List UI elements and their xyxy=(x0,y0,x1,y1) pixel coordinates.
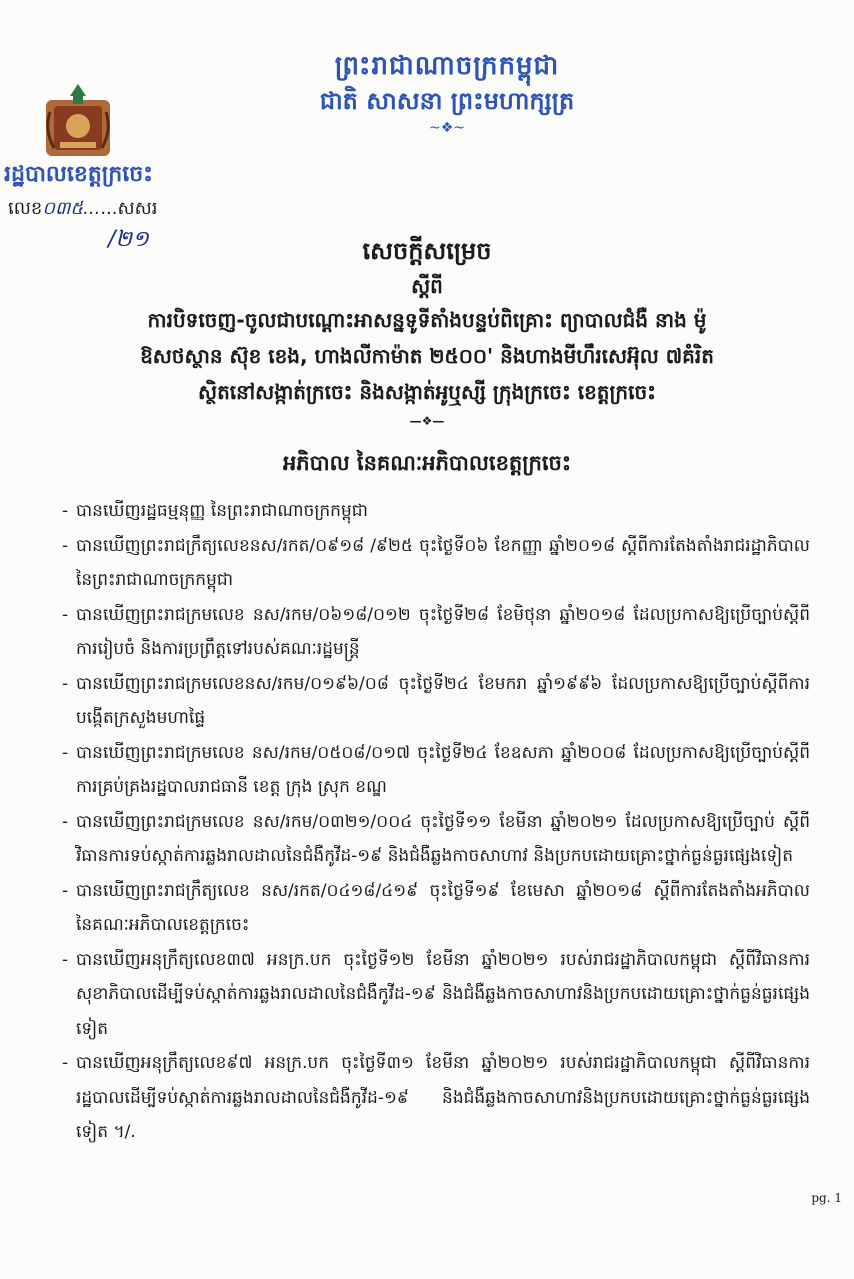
list-item: - បានឃើញព្រះរាជក្រមលេខនស/រកម/០១៩៦/០៨ ចុះថ្ងៃទី២៤ ខែមករា ឆ្នាំ១៩៩៦ ដែលប្រកាសឱ្យប្រើច្បាប់ស្ដីពីការបង្កើតក្រសួងមហាផ្ទៃ xyxy=(62,667,810,736)
subject-line: ឱសថស្ថាន ស៊ុខ ខេង, ហាងលីកាម៉ាត ២៥០០' និងហាងមីហឹរសេអ៊ុល ៧គំរិត xyxy=(140,344,714,368)
list-item: - បានឃើញអនុក្រឹត្យលេខ៣៧ អនក្រ.បក ចុះថ្ងៃទី១២ ខែមីនា ឆ្នាំ២០២១ របស់រាជរដ្ឋាភិបាលកម្ពុជា ស្ដីពីវិធានការសុខាភិបាលដើម្បីទប់ស្កាត់ការឆ្លងរាលដាលនៃជំងឺកូវីដ-១៩ និងជំងឺឆ្លងកាចសាហាវនិងប្រកបដោយគ្រោះថ្នាក់ធ្ងន់ធ្ងរផ្សេងទៀត xyxy=(62,943,810,1047)
list-item: - បានឃើញព្រះរាជក្រមលេខ នស/រកម/០៦១៨/០១២ ចុះថ្ងៃទី២៨ ខែមិថុនា ឆ្នាំ២០១៨ ដែលប្រកាសឱ្យប្រើច្បាប់ស្ដីពីការរៀបចំ និងការប្រព្រឹត្តទៅរបស់គណៈរដ្ឋមន្ត្រី xyxy=(62,598,810,667)
subject-line: ស្ថិតនៅសង្កាត់ក្រចេះ និងសង្កាត់អូឬស្សី ក្រុងក្រចេះ ខេត្តក្រចេះ xyxy=(198,380,656,404)
list-item: - បានឃើញរដ្ឋធម្មនុញ្ញ នៃព្រះរាជាណាចក្រកម្ពុជា xyxy=(62,494,810,529)
kingdom-title: ព្រះរាជាណាចក្រកម្ពុជា xyxy=(334,51,560,81)
document-about: ស្ដីពី xyxy=(411,274,443,298)
header-divider-ornament: ~❖~ xyxy=(428,120,465,136)
reference-prefix: លេខ xyxy=(8,198,43,219)
list-item: - បានឃើញព្រះរាជក្រមលេខ នស/រកម/០៣២១/០០៤ ចុះថ្ងៃទី១១ ខែមីនា ឆ្នាំ២០២១ ដែលប្រកាសឱ្យប្រើច្បាប់ ស្ដីពីវិធានការទប់ស្កាត់ការឆ្លងរាលដាលនៃជំងឺកូវីដ-១៩ និងជំងឺឆ្លងកាចសាហាវ និងប្រកបដោយគ្រោះថ្នាក់ធ្ងន់ធ្ងរផ្សេងទៀត xyxy=(62,805,810,874)
document-title: សេចក្ដីសម្រេច xyxy=(362,237,492,265)
subject-line: ការបិទចេញ-ចូលជាបណ្ដោះអាសន្នទូទីតាំងបន្ទប់ពិគ្រោះ ព្យាបាលជំងឺ នាង ម៉ូ xyxy=(147,308,707,332)
reference-suffix: ...សសរ xyxy=(100,198,158,219)
reference-year: /២១ xyxy=(108,227,149,252)
list-item: - បានឃើញព្រះរាជក្រមលេខ នស/រកម/០៥០៨/០១៧ ចុះថ្ងៃទី២៤ ខែឧសភា ឆ្នាំ២០០៨ ដែលប្រកាសឱ្យប្រើច្បាប់ស្ដីពីការគ្រប់គ្រងរដ្ឋបាលរាជធានី ខេត្ត ក្រុង ស្រុក ខណ្ឌ xyxy=(62,736,810,805)
title-block xyxy=(0,232,854,428)
page-number: pg. 1 xyxy=(811,1191,842,1205)
list-item: - បានឃើញអនុក្រឹត្យលេខ៩៧ អនក្រ.បក ចុះថ្ងៃទី៣១ ខែមីនា ឆ្នាំ២០២១ របស់រាជរដ្ឋាភិបាលកម្ពុជា ស្ដីពីវិធានការរដ្ឋបាលដើម្បីទប់ស្កាត់ការឆ្លងរាលដាលនៃជំងឺកូវីដ-១៩ និងជំងឺឆ្លងកាចសាហាវនិងប្រកបដោយគ្រោះថ្នាក់ធ្ងន់ធ្ងរផ្សេងទៀត ។/. xyxy=(62,1046,810,1150)
reference-number xyxy=(8,196,157,223)
title-divider-ornament: —❖— xyxy=(409,414,445,428)
issuing-authority: អភិបាល នៃគណៈអភិបាលខេត្តក្រចេះ xyxy=(282,451,572,475)
document-header xyxy=(0,48,854,136)
issuing-office: រដ្ឋបាលខេត្តក្រចេះ xyxy=(4,162,153,187)
list-item: - បានឃើញព្រះរាជក្រឹត្យលេខនស/រកត/០៩១៨ /៩២៥ ចុះថ្ងៃទី០៦ ខែកញ្ញា ឆ្នាំ២០១៨ ស្ដីពីការតែងតាំងរាជរដ្ឋាភិបាល នៃព្រះរាជាណាចក្រកម្ពុជា xyxy=(62,529,810,598)
list-item: - បានឃើញព្រះរាជក្រឹត្យលេខ នស/រកត/០៤១៨/៤១៩ ចុះថ្ងៃទី១៩ ខែមេសា ឆ្នាំ២០១៨ ស្ដីពីការតែងតាំងអភិបាល នៃគណៈអភិបាលខេត្តក្រចេះ xyxy=(62,874,810,943)
reference-handwritten-number: ០៣៥... xyxy=(42,198,101,219)
legal-basis-list xyxy=(62,494,810,1150)
kingdom-motto: ជាតិ សាសនា ព្រះមហាក្សត្រ xyxy=(319,87,575,115)
